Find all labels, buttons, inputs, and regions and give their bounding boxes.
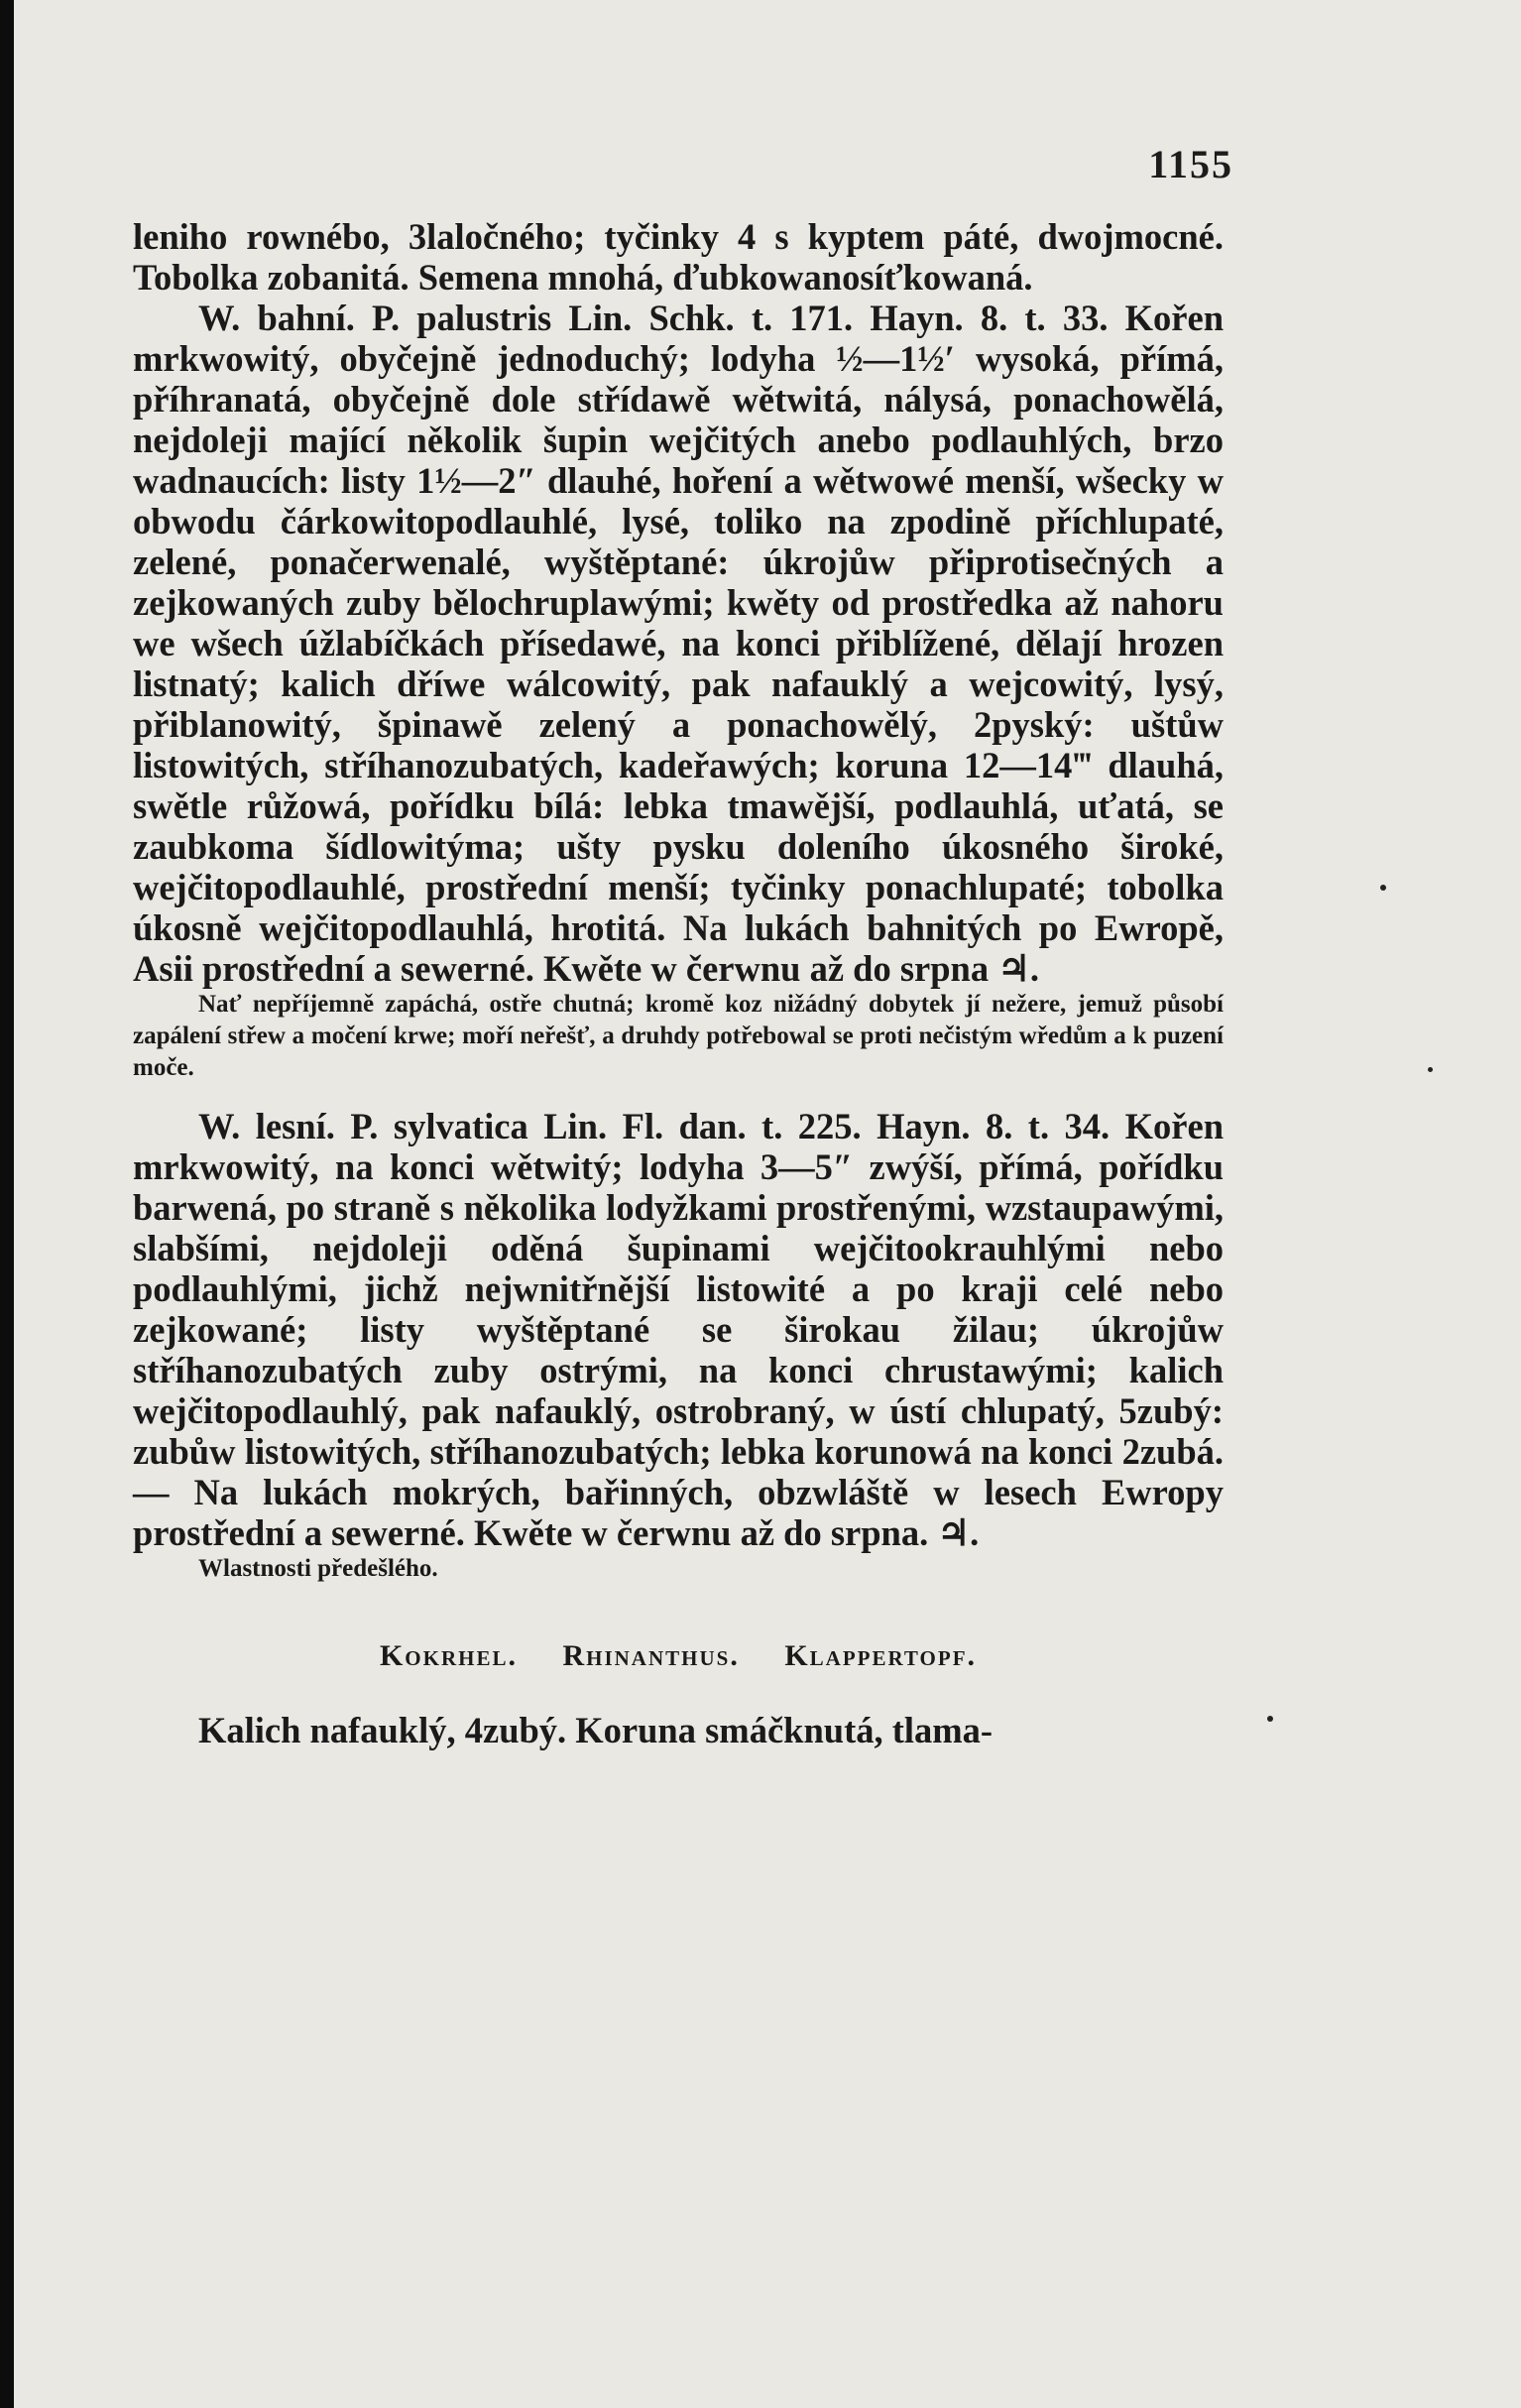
speck — [1428, 1067, 1433, 1072]
page-dark-edge — [0, 0, 14, 2408]
book-page — [14, 0, 1521, 2408]
note-paragraph-properties: Nať nepříjemně zapáchá, ostře chutná; kromě koz nižádný dobytek jí nežere, jemuž působí zapálení střew a močení krwe; moří neřešť, a druhdy potřebowal se proti nečistým wředům a k puzení moče. — [133, 991, 1224, 1081]
spacer — [133, 1585, 1224, 1636]
speck — [1267, 1716, 1273, 1722]
page-text-block — [133, 216, 1224, 1750]
paragraph-1: leniho rownébo, 3laločného; tyčinky 4 s kyptem páté, dwojmocné. Tobolka zobanitá. Semena mnohá, ďubkowanosíťkowaná. — [133, 216, 1224, 298]
speck — [1380, 885, 1386, 891]
page-number: 1155 — [1148, 142, 1233, 186]
last-line: Kalich nafauklý, 4zubý. Koruna smáčknutá, tlama- — [198, 1710, 994, 1750]
genus-latin: Rhinanthus. — [562, 1639, 740, 1672]
spacer — [133, 1676, 1224, 1710]
note-paragraph-same-properties: Wlastnosti předešlého. — [198, 1555, 438, 1582]
spacer — [133, 1084, 1224, 1106]
genus-czech: Kokrhel. — [379, 1639, 518, 1672]
genus-heading — [133, 1636, 1224, 1676]
paragraph-4-lesni: W. lesní. P. sylvatica Lin. Fl. dan. t. 225. Hayn. 8. t. 34. Kořen mrkwowitý, na konci wětwitý; lodyha 3—5″ zwýší, přímá, pořídku barwená, po straně s několika lodyžkami prostřenými, wzstaupawými, slabšími, nejdoleji oděná šupinami wejčitookrauhlými nebo podlauhlými, jichž nejwnitřnější listowité a po kraji celé nebo zejkowané; listy wyštěptané se širokau žilau; úkrojůw stříhanozubatých zuby ostrými, na konci chrustawými; kalich wejčitopodlauhlý, pak nafauklý, ostrobraný, w ústí chlupatý, 5zubý: zubůw listowitých, stříhanozubatých; lebka korunowá na konci 2zubá. — Na lukách mokrých, bařinných, obzwláště w lesech Ewropy prostřední a sewerné. Kwěte w čerwnu až do srpna. ♃. — [133, 1106, 1224, 1553]
genus-german: Klappertopf. — [784, 1639, 978, 1672]
paragraph-2-bahni: W. bahní. P. palustris Lin. Schk. t. 171. Hayn. 8. t. 33. Kořen mrkwowitý, obyčejně jednoduchý; lodyha ½—1½′ wysoká, přímá, příhranatá, obyčejně dole střídawě wětwitá, nálysá, ponachowělá, nejdoleji mající několik šupin wejčitých anebo podlauhlých, brzo wadnaucích: listy 1½—2″ dlauhé, hoření a wětwowé menší, wšecky w obwodu čárkowitopodlauhlé, lysé, toliko na zpodině příchlupaté, zelené, ponačerwenalé, wyštěptané: úkrojůw připrotisečných a zejkowaných zuby bělochruplawými; kwěty od prostředka až nahoru we wšech úžlabíčkách přísedawé, na konci přiblížené, dělají hrozen listnatý; kalich dříwe wálcowitý, pak nafauklý a wejcowitý, lysý, přiblanowitý, špinawě zelený a ponachowělý, 2pyský: uštůw listowitých, stříhanozubatých, kadeřawých; koruna 12—14‴ dlauhá, swětle růžowá, pořídku bílá: lebka tmawější, podlauhlá, uťatá, se zaubkoma šídlowitýma; ušty pysku doleního úkosného široké, wejčitopodlauhlé, prostřední menší; tyčinky ponachlupaté; tobolka úkosně wejčitopodlauhlá, hrotitá. Na lukách bahnitých po Ewropě, Asii prostřední a sewerné. Kwěte w čerwnu až do srpna ♃. — [133, 298, 1224, 989]
